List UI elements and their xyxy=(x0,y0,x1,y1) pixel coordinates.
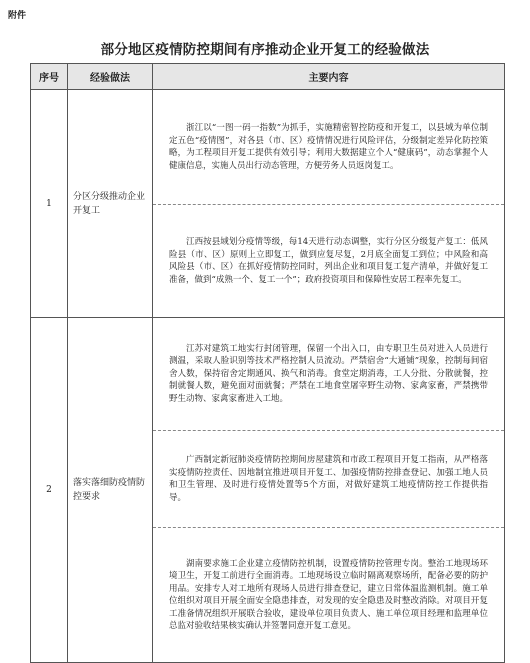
table-row xyxy=(31,90,505,318)
row-number: 2 xyxy=(31,318,68,663)
row-content xyxy=(153,90,505,318)
content-item xyxy=(153,430,504,527)
content-text: 江苏对建筑工地实行封闭管理，保留一个出入口，由专职卫生员对进入人员进行测温，采取人脸识别等技术严格控制人员流动。严禁宿舍“大通铺”现象，控制每间宿舍人数，保持宿舍定期通风、换气和消毒。食堂定期消毒，工人分批、分散就餐，控制就餐人数，避免面对面就餐；严禁在工地食堂屠宰野生动物、家禽家畜，严禁携带野生动物、家禽家畜进入工地。 xyxy=(169,343,488,404)
header-no: 序号 xyxy=(31,64,68,90)
experience-table xyxy=(30,63,505,663)
content-text: 湖南要求施工企业建立疫情防控机制，设置疫情防控管理专岗。整治工地现场环境卫生，开复工前进行全面消毒。工地现场设立临时隔离观察场所，配备必要的防护用品。安排专人对工地所有现场人员进行排查登记，建立日常体温监测机制。施工单位组织对项目开展全面安全隐患排查，对发现的安全隐患及时整改消除。对项目开复工准备情况组织开展联合验收，建设单位项目负责人、施工单位项目经理和监理单位总监对验收结果核实确认并签署同意开复工意见。 xyxy=(169,558,488,631)
row-method: 分区分级推动企业开复工 xyxy=(68,90,153,318)
attachment-label: 附件 xyxy=(8,11,27,21)
content-item xyxy=(153,527,504,662)
content-item xyxy=(153,90,504,204)
table-row xyxy=(31,318,505,663)
content-item xyxy=(153,204,504,317)
document-title: 部分地区疫情防控期间有序推动企业开复工的经验做法 xyxy=(100,42,430,58)
row-content xyxy=(153,318,505,663)
content-item xyxy=(153,318,504,430)
row-method: 落实落细防疫情防控要求 xyxy=(68,318,153,663)
content-text: 广西制定新冠肺炎疫情防控期间房屋建筑和市政工程项目开复工指南，从严格落实疫情防控责任、因地制宜推进项目开复工、加强疫情防控排查登记、加强工地人员和卫生管理、及时进行疫情处置等5个方面，对做好建筑工地疫情防控工作提供指导。 xyxy=(169,455,488,503)
table-header-row xyxy=(31,64,505,90)
content-text: 江西按县域划分疫情等级，每14天进行动态调整，实行分区分级复产复工：低风险县（市、区）原则上立即复工，做到应复尽复，2月底全面复工到位；中风险和高风险县（市、区）在抓好疫情防控同时，列出企业和项目复工复产清单，并做好复工准备，做到“成熟一个、复工一个”；政府投资项目和保障性安居工程率先复工。 xyxy=(169,237,488,285)
row-number: 1 xyxy=(31,90,68,318)
header-content: 主要内容 xyxy=(153,64,505,90)
header-method: 经验做法 xyxy=(68,64,153,90)
content-text: 浙江以“一图一码一指数”为抓手，实施精密智控防疫和开复工，以县域为单位制定五色“疫情图”，对各县（市、区）疫情情况进行风险评估，分级制定差异化防控策略，为工程项目开复工提供有效引导；利用大数据建立个人“健康码”，动态掌握个人健康信息，实施人员出行动态管理，方便劳务人员返岗复工。 xyxy=(169,123,488,171)
